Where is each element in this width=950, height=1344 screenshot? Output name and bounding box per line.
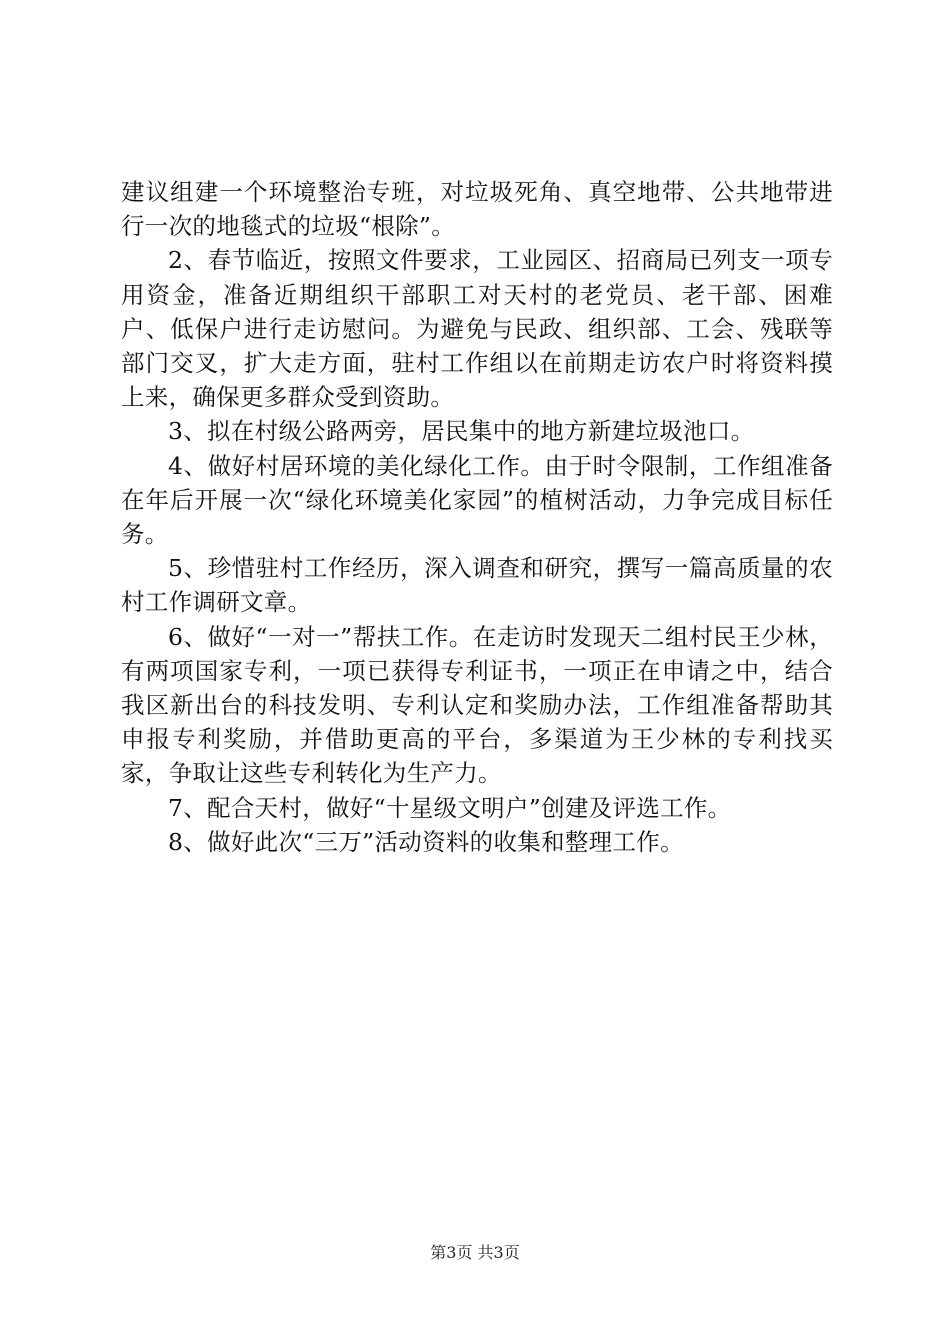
document-body	[121, 175, 833, 859]
paragraph-item-4: 4、做好村居环境的美化绿化工作。由于时令限制，工作组准备在年后开展一次“绿化环境美化家园”的植树活动，力争完成目标任务。	[121, 451, 833, 549]
paragraph-item-5: 5、珍惜驻村工作经历，深入调查和研究，撰写一篇高质量的农村工作调研文章。	[121, 554, 833, 617]
paragraph-item-2: 2、春节临近，按照文件要求，工业园区、招商局已列支一项专用资金，准备近期组织干部职工对天村的老党员、老干部、困难户、低保户进行走访慰问。为避免与民政、组织部、工会、残联等部门交叉，扩大走方面，驻村工作组以在前期走访农户时将资料摸上来，确保更多群众受到资助。	[121, 246, 833, 412]
paragraph-item-6: 6、做好“一对一”帮扶工作。在走访时发现天二组村民王少林，有两项国家专利，一项已获得专利证书，一项正在申请之中，结合我区新出台的科技发明、专利认定和奖励办法，工作组准备帮助其申报专利奖励，并借助更高的平台，多渠道为王少林的专利找买家，争取让这些专利转化为生产力。	[121, 622, 833, 788]
paragraph-item-8: 8、做好此次“三万”活动资料的收集和整理工作。	[168, 827, 684, 856]
page-number-footer: 第3页 共3页	[430, 1243, 520, 1262]
paragraph-item-7: 7、配合天村，做好“十星级文明户”创建及评选工作。	[168, 793, 732, 822]
paragraph-item-3: 3、拟在村级公路两旁，居民集中的地方新建垃圾池口。	[168, 417, 755, 446]
paragraph-continuation: 建议组建一个环境整治专班，对垃圾死角、真空地带、公共地带进行一次的地毯式的垃圾“根除”。	[121, 178, 833, 241]
